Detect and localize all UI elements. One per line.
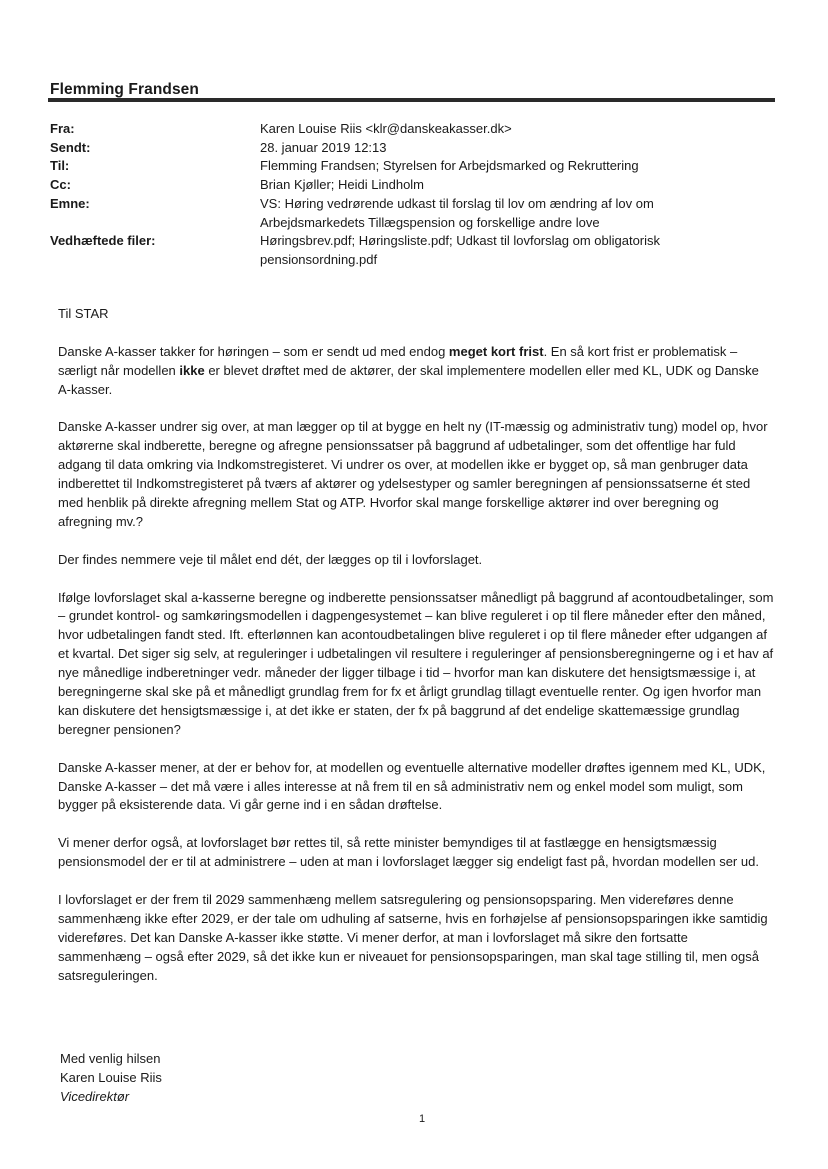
attachments-label: Vedhæftede filer: bbox=[50, 233, 156, 249]
cc-label: Cc: bbox=[50, 177, 71, 193]
sent-row bbox=[50, 139, 770, 158]
sent-value: 28. januar 2019 12:13 bbox=[260, 139, 387, 155]
signature-title: Vicedirektør bbox=[60, 1089, 130, 1104]
paragraph-2: Danske A-kasser undrer sig over, at man lægger op til at bygge en helt ny (IT-mæssig og administrativ tung) model op, hvor aktørerne skal indberette, beregne og afregne pensionssatser på baggrund af udbetalinger, som det offentlige har fuld adgang til data omkring via Indkomstregisteret. Vi undrer os over, at modellen ikke er bygget op, så man genbruger data indberettet til Indkomstregisteret på tværs af aktører og ydelsestyper og samler beregningen af pensionssatserne ét sted med henblik på direkte afregning mellem Stat og ATP. Hvorfor skal mange forskellige aktører ind over beregning og afregning mv.? bbox=[58, 419, 768, 529]
attachments-row bbox=[50, 232, 770, 269]
paragraph-6: Vi mener derfor også, at lovforslaget bør rettes til, så rette minister bemyndiges til at fastlægge en hensigtsmæssig pensionsmodel der er til at administrere – uden at man i lovforslaget lægger sig endeligt fast på, hvordan modellen ser ud. bbox=[58, 835, 759, 870]
paragraph-1-emphasis-deadline: meget kort frist bbox=[448, 343, 544, 359]
sent-label: Sendt: bbox=[50, 139, 91, 155]
subject-label: Emne: bbox=[50, 195, 90, 211]
signature-block bbox=[60, 1049, 162, 1106]
sender-name-heading: Flemming Frandsen bbox=[50, 81, 199, 98]
signature-closing: Med venlig hilsen bbox=[60, 1051, 161, 1066]
from-row bbox=[50, 120, 770, 139]
paragraph-1-part-c: . En så kort frist er problematisk – særligt når modellen bbox=[58, 343, 738, 378]
to-row bbox=[50, 157, 770, 176]
header-divider bbox=[48, 98, 775, 102]
paragraph-1-part-a: Danske A-kasser takker for høringen – som er sendt ud med endog bbox=[58, 343, 449, 359]
paragraph-1-part-e: er blevet drøftet med de aktører, der skal implementere modellen eller med KL, UDK og Danske A-kasser. bbox=[58, 362, 759, 397]
to-label: Til: bbox=[50, 158, 70, 174]
email-body bbox=[58, 305, 774, 1004]
to-value: Flemming Frandsen; Styrelsen for Arbejdsmarked og Rekruttering bbox=[260, 158, 639, 174]
paragraph-3: Der findes nemmere veje til målet end dét, der lægges op til i lovforslaget. bbox=[58, 551, 483, 567]
email-metadata bbox=[50, 120, 770, 270]
cc-value: Brian Kjøller; Heidi Lindholm bbox=[260, 177, 425, 193]
subject-value: VS: Høring vedrørende udkast til forslag til lov om ændring af lov om Arbejdsmarkedets Tillægspension og forskellige andre love bbox=[260, 195, 654, 230]
from-label: Fra: bbox=[50, 121, 75, 136]
greeting: Til STAR bbox=[58, 306, 109, 321]
signature-name: Karen Louise Riis bbox=[60, 1070, 162, 1085]
paragraph-1 bbox=[58, 343, 774, 400]
paragraph-7: I lovforslaget er der frem til 2029 sammenhæng mellem satsregulering og pensionsopsparing. Men videreføres denne sammenhæng ikke efter 2029, er der tale om udhuling af satserne, hvis en forhøjelse af pensionsopsparingen ikke samtidig videreføres. Det kan Danske A-kasser ikke støtte. Vi mener derfor, at man i lovforslaget må sikre den fortsatte sammenhæng – også efter 2029, så det ikke kun er niveauet for pensionsopsparingen, man skal tage stilling til, men også satsreguleringen. bbox=[58, 891, 768, 983]
paragraph-5: Danske A-kasser mener, at der er behov for, at modellen og eventuelle alternative modeller drøftes igennem med KL, UDK, Danske A-kasser – det må være i alles interesse at nå frem til en så administrativ nem og enkel model som muligt, som bygger på eksisterende data. Vi går gerne ind i en sådan drøftelse. bbox=[58, 759, 766, 813]
subject-row bbox=[50, 195, 770, 232]
paragraph-1-emphasis-not: ikke bbox=[179, 362, 205, 378]
attachments-value: Høringsbrev.pdf; Høringsliste.pdf; Udkast til lovforslag om obligatorisk pensionsordning.pdf bbox=[260, 233, 661, 267]
from-value: Karen Louise Riis <klr@danskeakasser.dk> bbox=[260, 121, 512, 136]
page-number: 1 bbox=[419, 1113, 426, 1125]
paragraph-4: Ifølge lovforslaget skal a-kasserne beregne og indberette pensionssatser månedligt på baggrund af acontoudbetalinger, som – grundet kontrol- og samkøringsmodellen i dagpengesystemet – kan blive reguleret i op til flere måneder efter den måned, hvor udbetalingen fandt sted. Ift. efterlønnen kan acontoudbetalingen blive reguleret i op til flere måneder efter udgangen af et kvartal. Det siger sig selv, at reguleringer i udbetalingen vil resultere i reguleringer af pensionsberegningerne og i et hav af nye månedlige indberetninger vedr. måneder der ligger tilbage i tid – hvorfor man kan diskutere det hensigtsmæssige i, at beregningerne skal ske på et månedligt grundlag frem for fx et årligt grundlag tillagt eventuelle renter. Og igen hvorfor man kan diskutere det hensigtsmæssige i, at det ikke er staten, der fx på baggrund af det endelige skattemæssige grundlag beregner pensionen? bbox=[58, 589, 774, 737]
cc-row bbox=[50, 176, 770, 195]
